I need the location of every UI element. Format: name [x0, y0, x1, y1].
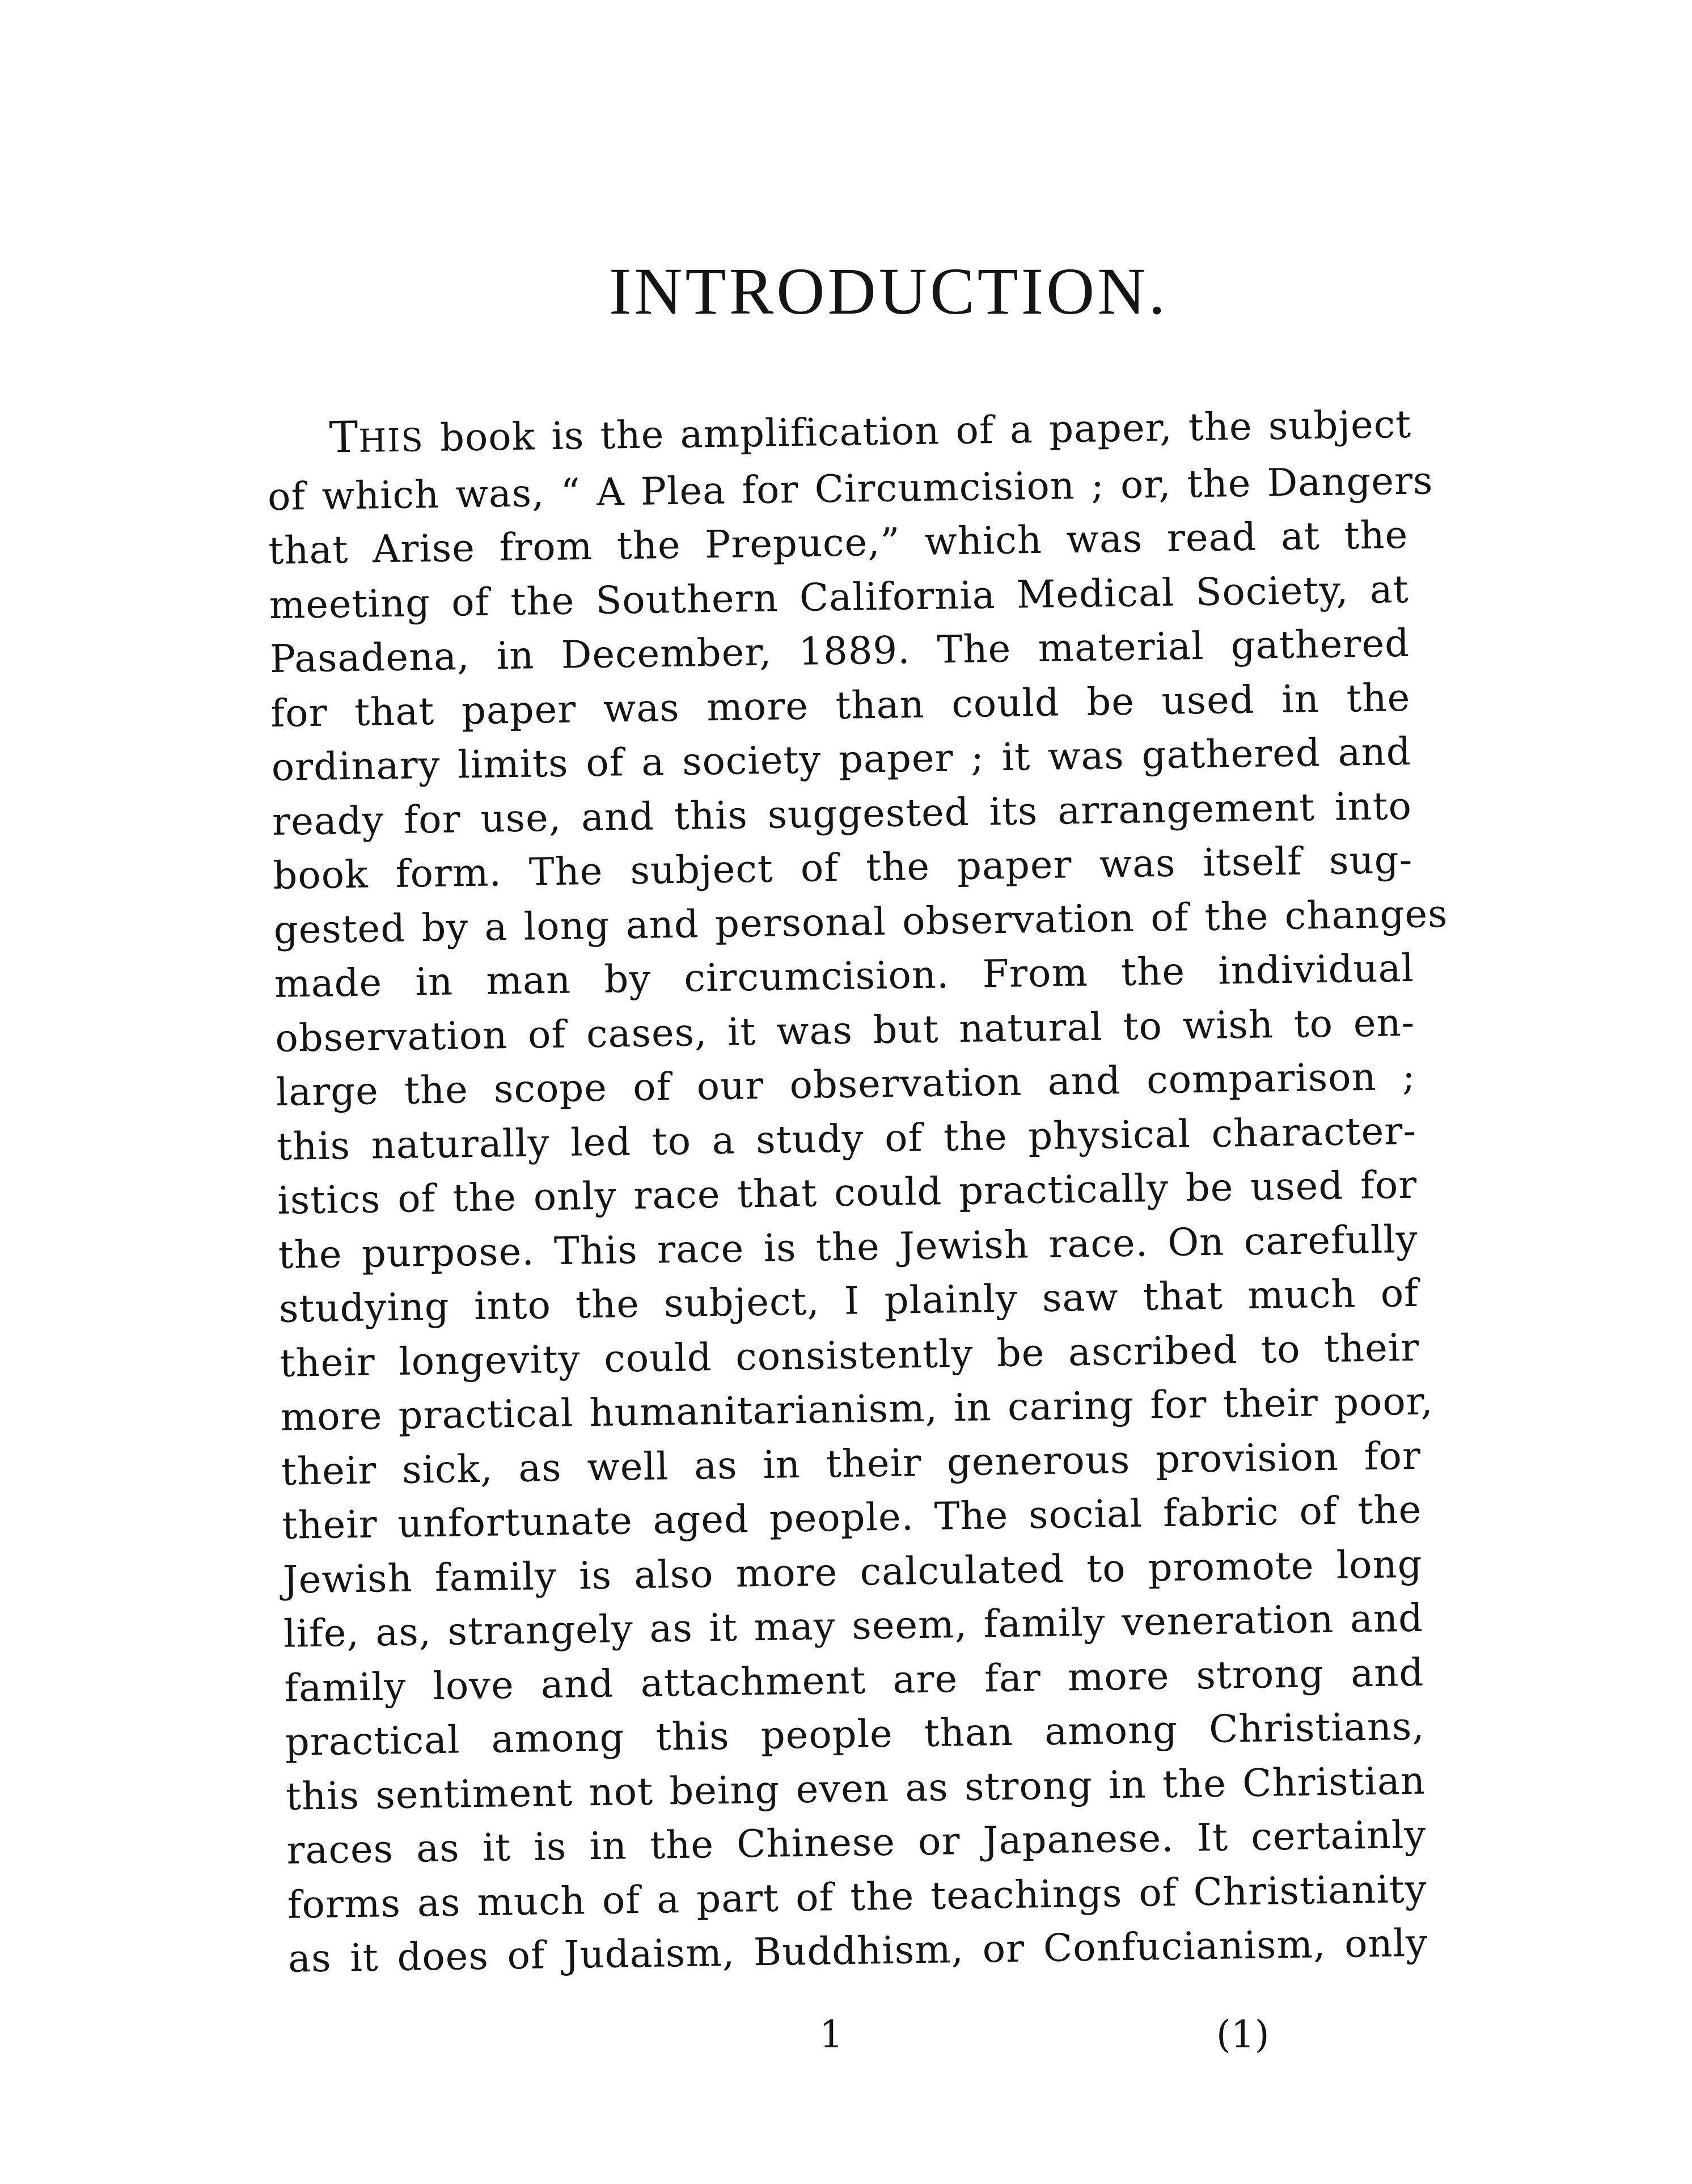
- paragraph-line-24: family love and attachment are far more strong and: [284, 1650, 1424, 1710]
- paragraph-line-16: the purpose. This race is the Jewish race. On carefully: [278, 1216, 1419, 1277]
- paragraph-line-5: Pasadena, in December, 1889. The material gathered: [269, 620, 1410, 681]
- paragraph-line-26: this sentiment not being even as strong in the Christian: [285, 1758, 1426, 1819]
- paragraph-line-21: their unfortunate aged people. The social fabric of the: [281, 1487, 1422, 1548]
- paragraph-line-18: their longevity could consistently be ascribed to their: [279, 1325, 1420, 1385]
- introduction-paragraph: [267, 395, 1448, 1986]
- paragraph-line-12: observation of cases, it was but natural to wish to en-: [274, 1000, 1415, 1061]
- paragraph-line-15: istics of the only race that could practically be used for: [277, 1162, 1418, 1223]
- paragraph-line-6: for that paper was more than could be used in the: [270, 675, 1411, 736]
- paragraph-line-25: practical among this people than among Christians,: [285, 1704, 1425, 1764]
- paragraph-line-11: made in man by circumcision. From the individual: [274, 945, 1415, 1006]
- paragraph-line-3: that Arise from the Prepuce,” which was read at the: [268, 512, 1408, 573]
- chapter-heading: INTRODUCTION.: [609, 254, 1168, 328]
- small-caps-remainder: HIS: [358, 422, 425, 460]
- paragraph-line-17: studying into the subject, I plainly saw that much of: [278, 1270, 1419, 1331]
- paragraph-line-4: meeting of the Southern California Medical Society, at: [269, 567, 1410, 627]
- paragraph-line-23: life, as, strangely as it may seem, family veneration and: [283, 1595, 1424, 1656]
- paragraph-line-9: book form. The subject of the paper was itself sug-: [272, 837, 1413, 898]
- signature-mark: (1): [1216, 2013, 1270, 2056]
- paragraph-line-19: more practical humanitarianism, in caring for their poor,: [280, 1379, 1434, 1439]
- page-number: 1: [819, 2013, 843, 2056]
- paragraph-line-20: their sick, as well as in their generous provision for: [281, 1433, 1422, 1494]
- paragraph-line-2: of which was, “ A Plea for Circumcision ; or, the Dangers: [267, 458, 1433, 519]
- first-line-text: book is the amplification of a paper, the subject: [424, 402, 1412, 461]
- paragraph-line-29: as it does of Judaism, Buddhism, or Confucianism, only: [287, 1920, 1428, 1981]
- paragraph-line-8: ready for use, and this suggested its arrangement into: [272, 783, 1412, 844]
- paragraph-line-10: gested by a long and personal observation of the changes: [273, 891, 1448, 952]
- paragraph-line-22: Jewish family is also more calculated to promote long: [282, 1541, 1423, 1602]
- paragraph-line-14: this naturally led to a study of the physical character-: [276, 1108, 1417, 1169]
- small-caps-initial: T: [329, 411, 359, 463]
- paragraph-line-7: ordinary limits of a society paper ; it was gathered and: [271, 729, 1412, 789]
- paragraph-line-27: races as it is in the Chinese or Japanese. It certainly: [286, 1812, 1427, 1873]
- paragraph-line-28: forms as much of a part of the teachings of Christianity: [287, 1866, 1428, 1927]
- paragraph-line-13: large the scope of our observation and comparison ;: [276, 1054, 1416, 1114]
